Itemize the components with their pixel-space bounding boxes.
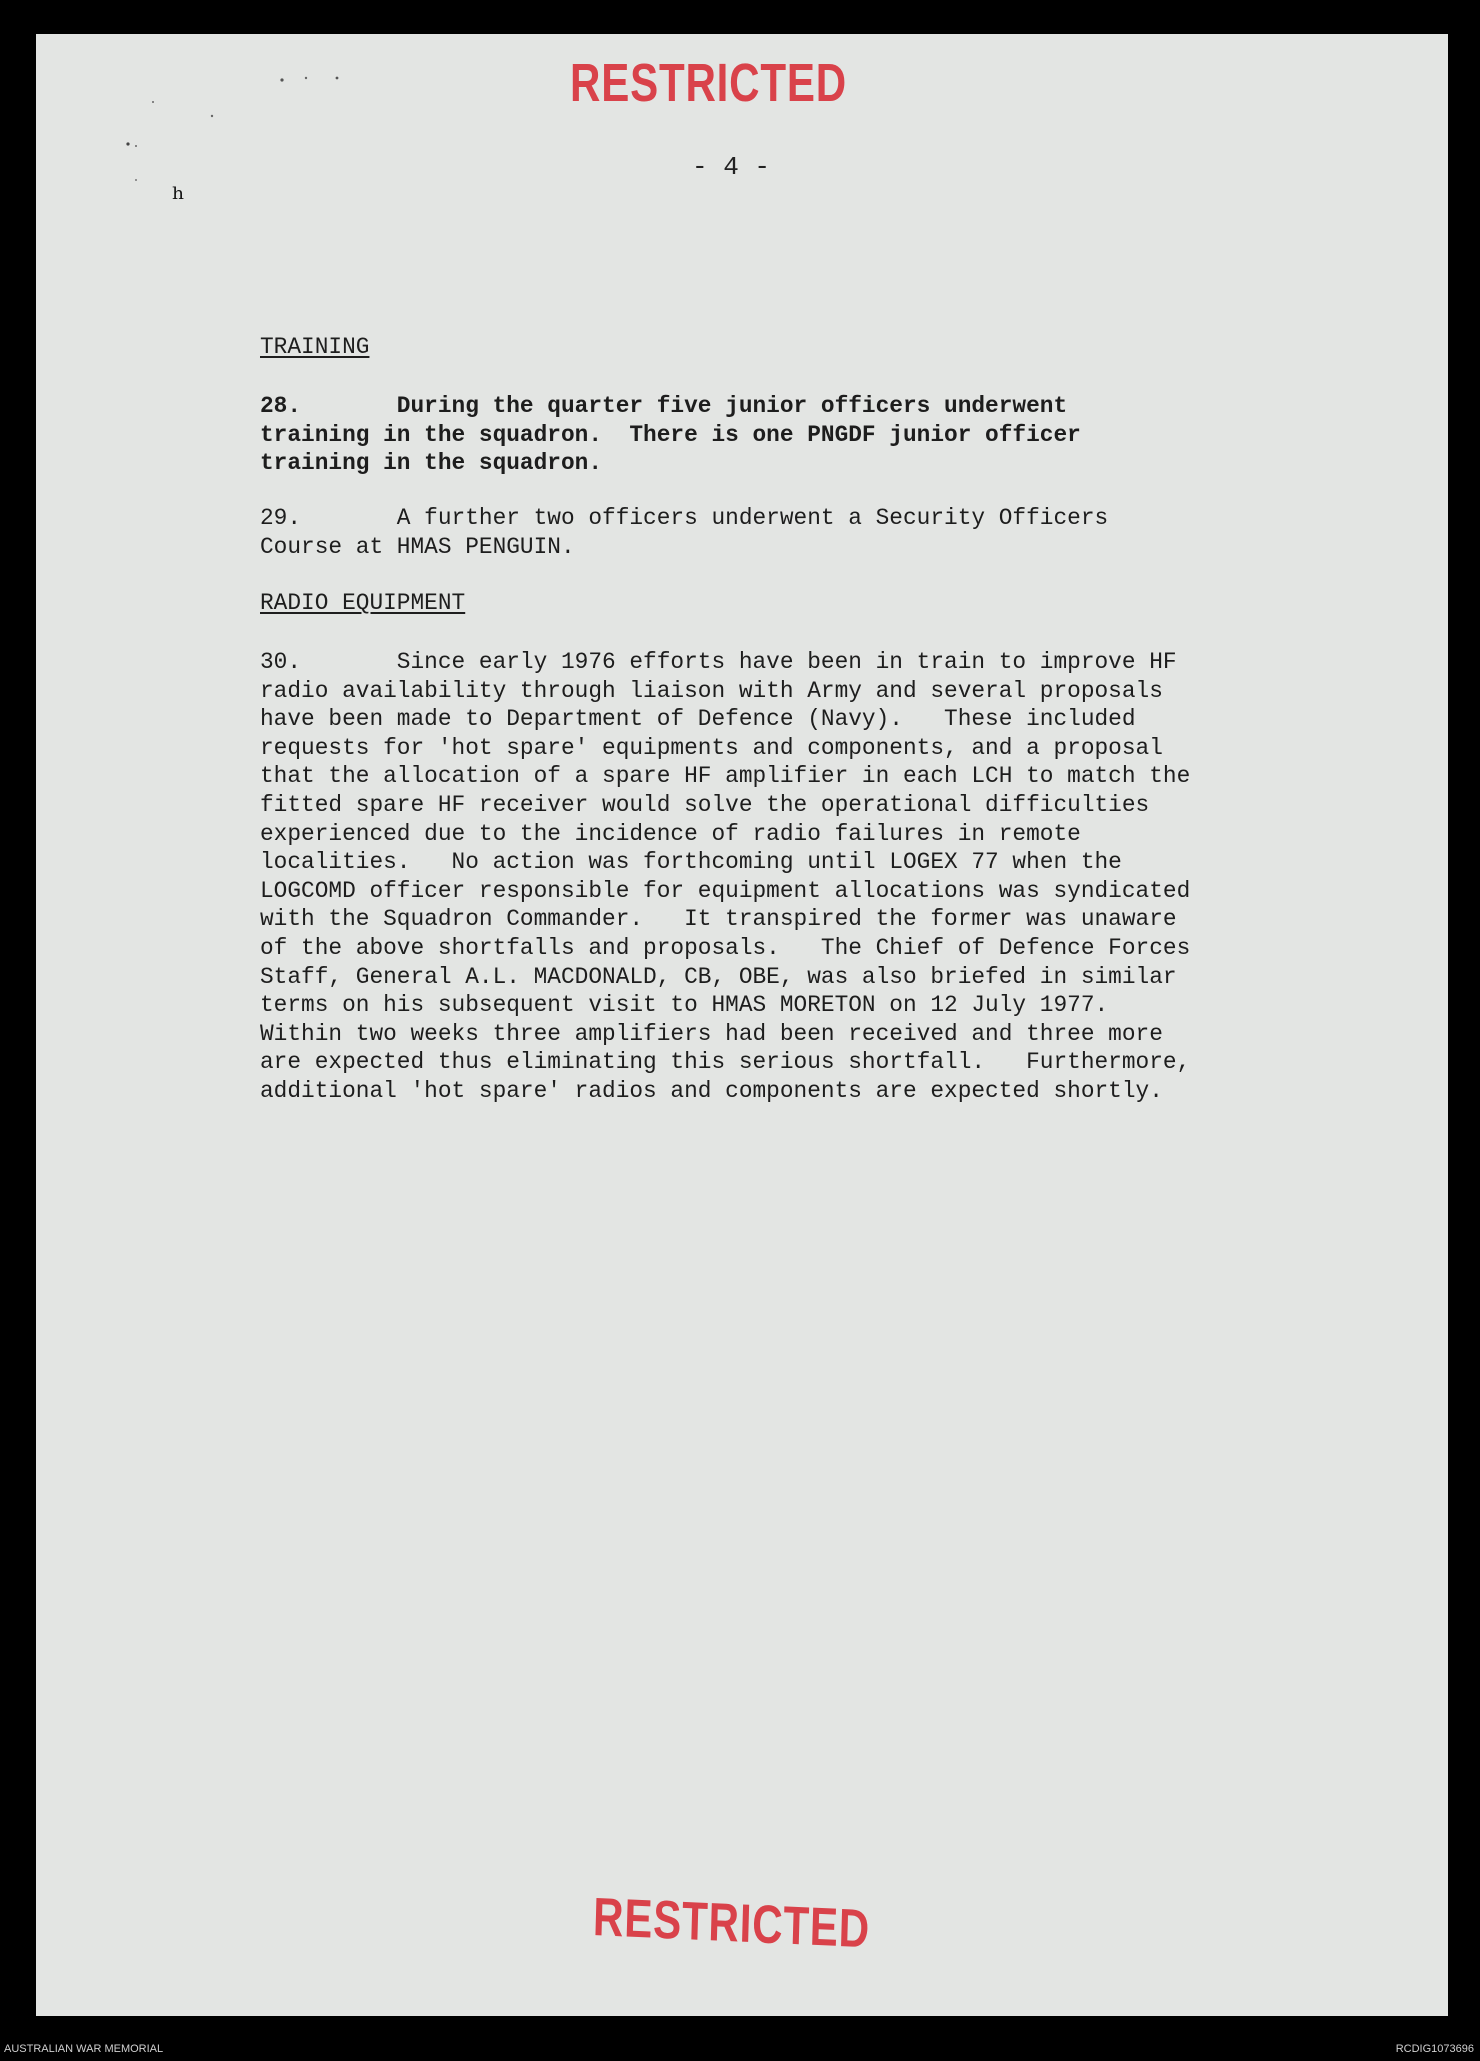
- document-page: [36, 34, 1448, 2016]
- paragraph-line: 28. During the quarter five junior officers underwent: [260, 393, 1068, 419]
- paragraph-line: 29. A further two officers underwent a Security Officers: [260, 505, 1109, 531]
- restricted-stamp-bottom: RESTRICTED: [592, 1886, 871, 1960]
- paragraph-line: terms on his subsequent visit to HMAS MORETON on 12 July 1977.: [260, 992, 1109, 1019]
- paragraph-line: of the above shortfalls and proposals. The Chief of Defence Forces: [260, 934, 1191, 961]
- paragraph-line: radio availability through liaison with Army and several proposals: [260, 677, 1163, 704]
- paragraph-line: Within two weeks three amplifiers had been received and three more: [260, 1020, 1163, 1047]
- paragraph-line: requests for 'hot spare' equipments and components, and a proposal: [260, 734, 1163, 761]
- paragraph-line: training in the squadron.: [260, 450, 603, 477]
- radio-equipment-heading: RADIO EQUIPMENT: [260, 590, 466, 616]
- paragraph-line: have been made to Department of Defence (Navy). These included: [260, 706, 1136, 733]
- paragraph-line: that the allocation of a spare HF amplifier in each LCH to match the: [260, 763, 1191, 790]
- paper-specks: [36, 34, 436, 234]
- archive-credit: AUSTRALIAN WAR MEMORIAL: [4, 2043, 164, 2055]
- paragraph-line: Staff, General A.L. MACDONALD, CB, OBE, was also briefed in similar: [260, 963, 1177, 990]
- paragraph-line: additional 'hot spare' radios and components are expected shortly.: [260, 1077, 1163, 1104]
- paragraph-line: are expected thus eliminating this serious shortfall. Furthermore,: [260, 1049, 1191, 1076]
- paragraph-line: with the Squadron Commander. It transpired the former was unaware: [260, 906, 1177, 933]
- restricted-stamp-top: RESTRICTED: [570, 53, 847, 113]
- paragraph-line: training in the squadron. There is one PNGDF junior officer: [260, 421, 1081, 448]
- paragraph-line: 30. Since early 1976 efforts have been in train to improve HF: [260, 649, 1177, 675]
- paragraph-line: experienced due to the incidence of radio failures in remote: [260, 820, 1081, 847]
- training-heading: TRAINING: [260, 334, 370, 360]
- archive-reference: RCDIG1073696: [1395, 2043, 1474, 2055]
- paragraph-28: [260, 392, 1260, 478]
- paragraph-line: Course at HMAS PENGUIN.: [260, 533, 575, 560]
- paragraph-line: LOGCOMD officer responsible for equipment allocations was syndicated: [260, 877, 1191, 904]
- handwritten-mark: ʰ: [172, 182, 185, 217]
- paragraph-line: localities. No action was forthcoming until LOGEX 77 when the: [260, 849, 1122, 876]
- paragraph-29: [260, 504, 1260, 561]
- paragraph-30: [260, 648, 1260, 1106]
- paragraph-line: fitted spare HF receiver would solve the operational difficulties: [260, 791, 1150, 818]
- page-number: - 4 -: [692, 152, 771, 182]
